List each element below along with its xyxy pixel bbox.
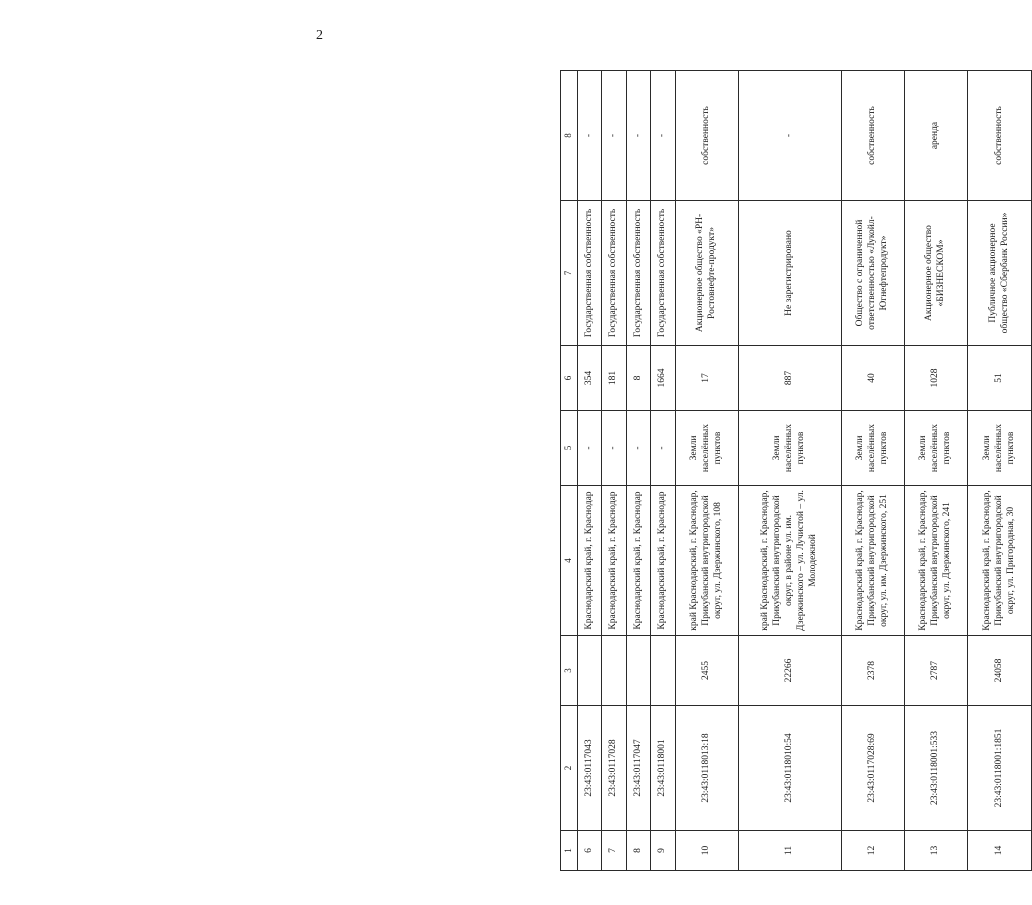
land-category-cell: Земли населённых пунктов <box>739 411 841 486</box>
owner-cell: Общество с ограниченной ответственностью «Лукойл-Югнефтепродукт» <box>841 201 904 346</box>
row-number-cell: 8 <box>626 831 650 871</box>
land-category-cell: Земли населённых пунктов <box>968 411 1032 486</box>
column-number: 4 <box>561 486 578 636</box>
row-number-cell: 13 <box>905 831 968 871</box>
owner-cell: Публичное акционерное общество «Сбербанк России» <box>968 201 1032 346</box>
owner-cell: Государственная собственность <box>626 201 650 346</box>
affected-area-cell: 887 <box>739 346 841 411</box>
table-row <box>651 71 675 871</box>
right-type-cell: - <box>626 71 650 201</box>
column-number: 7 <box>561 201 578 346</box>
row-number-cell: 11 <box>739 831 841 871</box>
cadastral-number-cell: 23:43:0118001:533 <box>905 706 968 831</box>
column-number: 6 <box>561 346 578 411</box>
affected-area-cell: 40 <box>841 346 904 411</box>
column-number: 3 <box>561 636 578 706</box>
address-cell: Краснодарский край, г. Краснодар <box>626 486 650 636</box>
right-type-cell: - <box>602 71 626 201</box>
affected-area-cell: 181 <box>602 346 626 411</box>
affected-area-cell: 354 <box>578 346 602 411</box>
address-cell: край Краснодарский, г. Краснодар, Прикубанский внутригородской округ, в районе ул. им. Дзержинского – ул. Лучистой – ул. Молодежной <box>739 486 841 636</box>
land-category-cell: Земли населённых пунктов <box>841 411 904 486</box>
address-cell: Краснодарский край, г. Краснодар <box>651 486 675 636</box>
land-category-cell: - <box>651 411 675 486</box>
area-cell: 22266 <box>739 636 841 706</box>
cadastral-number-cell: 23:43:0118010:54 <box>739 706 841 831</box>
table-row <box>905 71 968 871</box>
column-number: 1 <box>561 831 578 871</box>
area-cell: 24058 <box>968 636 1032 706</box>
affected-area-cell: 8 <box>626 346 650 411</box>
right-type-cell: - <box>578 71 602 201</box>
column-number-row <box>561 71 578 871</box>
area-cell <box>651 636 675 706</box>
table-row <box>602 71 626 871</box>
area-cell: 2787 <box>905 636 968 706</box>
column-number: 5 <box>561 411 578 486</box>
address-cell: Краснодарский край, г. Краснодар <box>578 486 602 636</box>
table-row <box>578 71 602 871</box>
area-cell <box>626 636 650 706</box>
affected-area-cell: 1028 <box>905 346 968 411</box>
table-row <box>626 71 650 871</box>
address-cell: край Краснодарский, г. Краснодар, Прикубанский внутригородской округ, ул. Дзержинского, 108 <box>675 486 738 636</box>
affected-area-cell: 17 <box>675 346 738 411</box>
area-cell: 2378 <box>841 636 904 706</box>
owner-cell: Государственная собственность <box>602 201 626 346</box>
owner-cell: Не зарегистрировано <box>739 201 841 346</box>
cadastral-number-cell: 23:43:0118001 <box>651 706 675 831</box>
land-category-cell: Земли населённых пунктов <box>675 411 738 486</box>
cadastral-number-cell: 23:43:0117047 <box>626 706 650 831</box>
row-number-cell: 7 <box>602 831 626 871</box>
address-cell: Краснодарский край, г. Краснодар, Прикубанский внутригородской округ, ул. Пригородная, 30 <box>968 486 1032 636</box>
table-row <box>841 71 904 871</box>
cadastral-number-cell: 23:43:0117028:69 <box>841 706 904 831</box>
land-category-cell: - <box>602 411 626 486</box>
cadastral-number-cell: 23:43:0117028 <box>602 706 626 831</box>
land-category-cell: Земли населённых пунктов <box>905 411 968 486</box>
right-type-cell: собственность <box>841 71 904 201</box>
row-number-cell: 14 <box>968 831 1032 871</box>
right-type-cell: собственность <box>675 71 738 201</box>
area-cell <box>602 636 626 706</box>
table-row <box>675 71 738 871</box>
address-cell: Краснодарский край, г. Краснодар, Прикубанский внутригородской округ, ул. им. Дзержинского, 251 <box>841 486 904 636</box>
column-number: 2 <box>561 706 578 831</box>
owner-cell: Акционерное общество «РН-Ростовнефте-продукт» <box>675 201 738 346</box>
address-cell: Краснодарский край, г. Краснодар <box>602 486 626 636</box>
row-number-cell: 9 <box>651 831 675 871</box>
cadastral-number-cell: 23:43:0118013:18 <box>675 706 738 831</box>
table-row <box>968 71 1032 871</box>
table-row <box>739 71 841 871</box>
affected-area-cell: 1664 <box>651 346 675 411</box>
cadastral-number-cell: 23:43:0117043 <box>578 706 602 831</box>
row-number-cell: 12 <box>841 831 904 871</box>
land-registry-table-container <box>560 71 1032 871</box>
owner-cell: Акционерное общество «БИЗНЕСКОМ» <box>905 201 968 346</box>
affected-area-cell: 51 <box>968 346 1032 411</box>
address-cell: Краснодарский край, г. Краснодар, Прикубанский внутригородской округ, ул. Дзержинского, 241 <box>905 486 968 636</box>
area-cell: 2455 <box>675 636 738 706</box>
right-type-cell: собственность <box>968 71 1032 201</box>
land-registry-table <box>560 70 1032 871</box>
land-category-cell: - <box>626 411 650 486</box>
right-type-cell: аренда <box>905 71 968 201</box>
cadastral-number-cell: 23:43:0118001:1851 <box>968 706 1032 831</box>
row-number-cell: 6 <box>578 831 602 871</box>
land-category-cell: - <box>578 411 602 486</box>
row-number-cell: 10 <box>675 831 738 871</box>
right-type-cell: - <box>651 71 675 201</box>
area-cell <box>578 636 602 706</box>
page-number: 2 <box>316 28 323 43</box>
owner-cell: Государственная собственность <box>651 201 675 346</box>
column-number: 8 <box>561 71 578 201</box>
owner-cell: Государственная собственность <box>578 201 602 346</box>
right-type-cell: - <box>739 71 841 201</box>
